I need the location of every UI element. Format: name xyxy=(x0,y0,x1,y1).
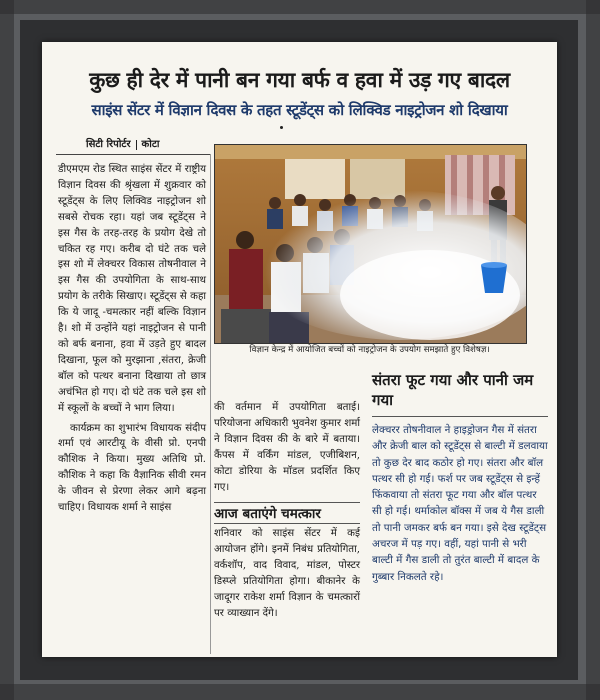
middle-paragraph: की वर्तमान में उपयोगिता बताई। परियोजना अधिकारी भुवनेश कुमार शर्मा ने विज्ञान दिवस की के बारे में बताया। कैंपस में वर्किंग मांडल, एजीबिशन, कोटा डोरिया के मॉडल प्रदर्शित किए गए। xyxy=(214,402,360,493)
section-rule xyxy=(214,523,360,524)
classroom-nitrogen-demo-photo xyxy=(214,144,527,344)
background-stripe xyxy=(0,0,600,14)
aaj-section-body xyxy=(214,526,360,621)
background-stripe xyxy=(586,0,600,700)
headline: कुछ ही देर में पानी बन गया बर्फ व हवा में उड़ गए बादल xyxy=(89,68,510,92)
byline-author: सिटी रिपोर्टर xyxy=(86,139,131,150)
left-column xyxy=(58,162,206,516)
column-rule xyxy=(210,154,211,654)
right-section-body xyxy=(372,422,548,585)
section-rule xyxy=(214,502,360,503)
newspaper-clipping xyxy=(42,42,557,657)
right-section-heading: संतरा फूट गया और पानी जम गया xyxy=(372,371,534,409)
separator-dot xyxy=(280,126,283,129)
subheadline: साइंस सेंटर में विज्ञान दिवस के तहत स्टूडेंट्स को लिक्विड नाइट्रोजन शो दिखाया xyxy=(91,101,508,119)
byline xyxy=(86,136,159,150)
photo-caption: विज्ञान केन्द्र में आयोजित बच्चों को नाइट्रोजन के उपयोग समझाते हुए विशेषज्ञ। xyxy=(249,345,490,355)
aaj-section-heading: आज बताएंगे चमत्कार xyxy=(214,506,321,522)
section-rule xyxy=(372,416,548,417)
byline-city: कोटा xyxy=(141,139,160,150)
right-section-paragraph: लेक्चरर तोषनीवाल ने हाइड्रोजन गैस में संतरा और क्रेजी बाल को स्टूडेंट्स से बाल्टी में डलवाया तो कुछ देर बाद कठोर हो गए। संतरा और बॉल पत्थर सी हो गई। फर्श पर जब स्टूडेंट्स से इन्हें फिंकवाया तो संतरा फूट गया और बॉल पत्थर सी हो गई। थर्माकोल बॉक्स में जब ये गैस डाली तो पानी जमकर बर्फ बन गया। इसे देख स्टूडेंट्स अचरज में पड़ गए। वहीं, यहां पानी से भरी बाल्टी में गैस डाली तो तुरंत बाल्टी में बादल के गुब्बार निकलते रहे। xyxy=(372,424,548,583)
left-paragraph-2: कार्यक्रम का शुभारंभ विधायक संदीप शर्मा एवं आरटीयू के वीसी प्रो. एनपी कौशिक ने किया। मुख्य अतिथि प्रो. कौशिक ने कहा कि वैज्ञानिक सीवी रमन के जीवन से प्रेरणा लेकर आगे बढ़ना चाहिए। विधायक शर्मा ने साइंस xyxy=(58,422,206,514)
left-paragraph-1: डीएमएम रोड स्थित साइंस सेंटर में राष्ट्रीय विज्ञान दिवस की श्रृंखला में शुक्रवार को स्टूडेंट्स के लिए लिक्विड नाइट्रोजन शो सबसे रोचक रहा। यहां जब स्टूडेंट्स ने इस गैस के तरह-तरह के प्रयोग देखे तो चकित रह गए। करीब दो घंटे तक चले इस शो में लेक्चरर विकास तोषनीवाल ने इस गैस की उपयोगिता के साथ-साथ प्रयोग के तरीके सिखाए। स्टूडेंट्स से कहा कि ये जादू -चमत्कार नहीं बल्कि विज्ञान है। शो में उन्होंने यहां नाइट्रोजन से पानी को बर्फ बनाना, हवा में उड़ते हुए बादल दिखाना, फूल को मुरझाना ,संतरा, क्रेजी बॉल को पत्थर बनाना दिखाया तो छात्र अचंभित हो गए। दो घंटे तक चले इस शो में स्कूलों के बच्चों ने भाग लिया। xyxy=(58,164,206,414)
photo-illustration xyxy=(215,145,526,343)
aaj-section-paragraph: शनिवार को साइंस सेंटर में कई आयोजन होंगे। इनमें निबंध प्रतियोगिता, वर्कशॉप, वाद विवाद, मांडल, पोस्टर डिस्प्ले प्रतियोगिता होगा। बीकानेर के जादूगर राकेश शर्मा विज्ञान के चमत्कारों पर व्याख्यान देंगे। xyxy=(214,528,360,619)
byline-separator xyxy=(136,140,137,150)
background-stripe xyxy=(0,684,600,700)
byline-rule xyxy=(56,154,211,155)
background-stripe xyxy=(0,0,14,700)
middle-column xyxy=(214,400,360,495)
